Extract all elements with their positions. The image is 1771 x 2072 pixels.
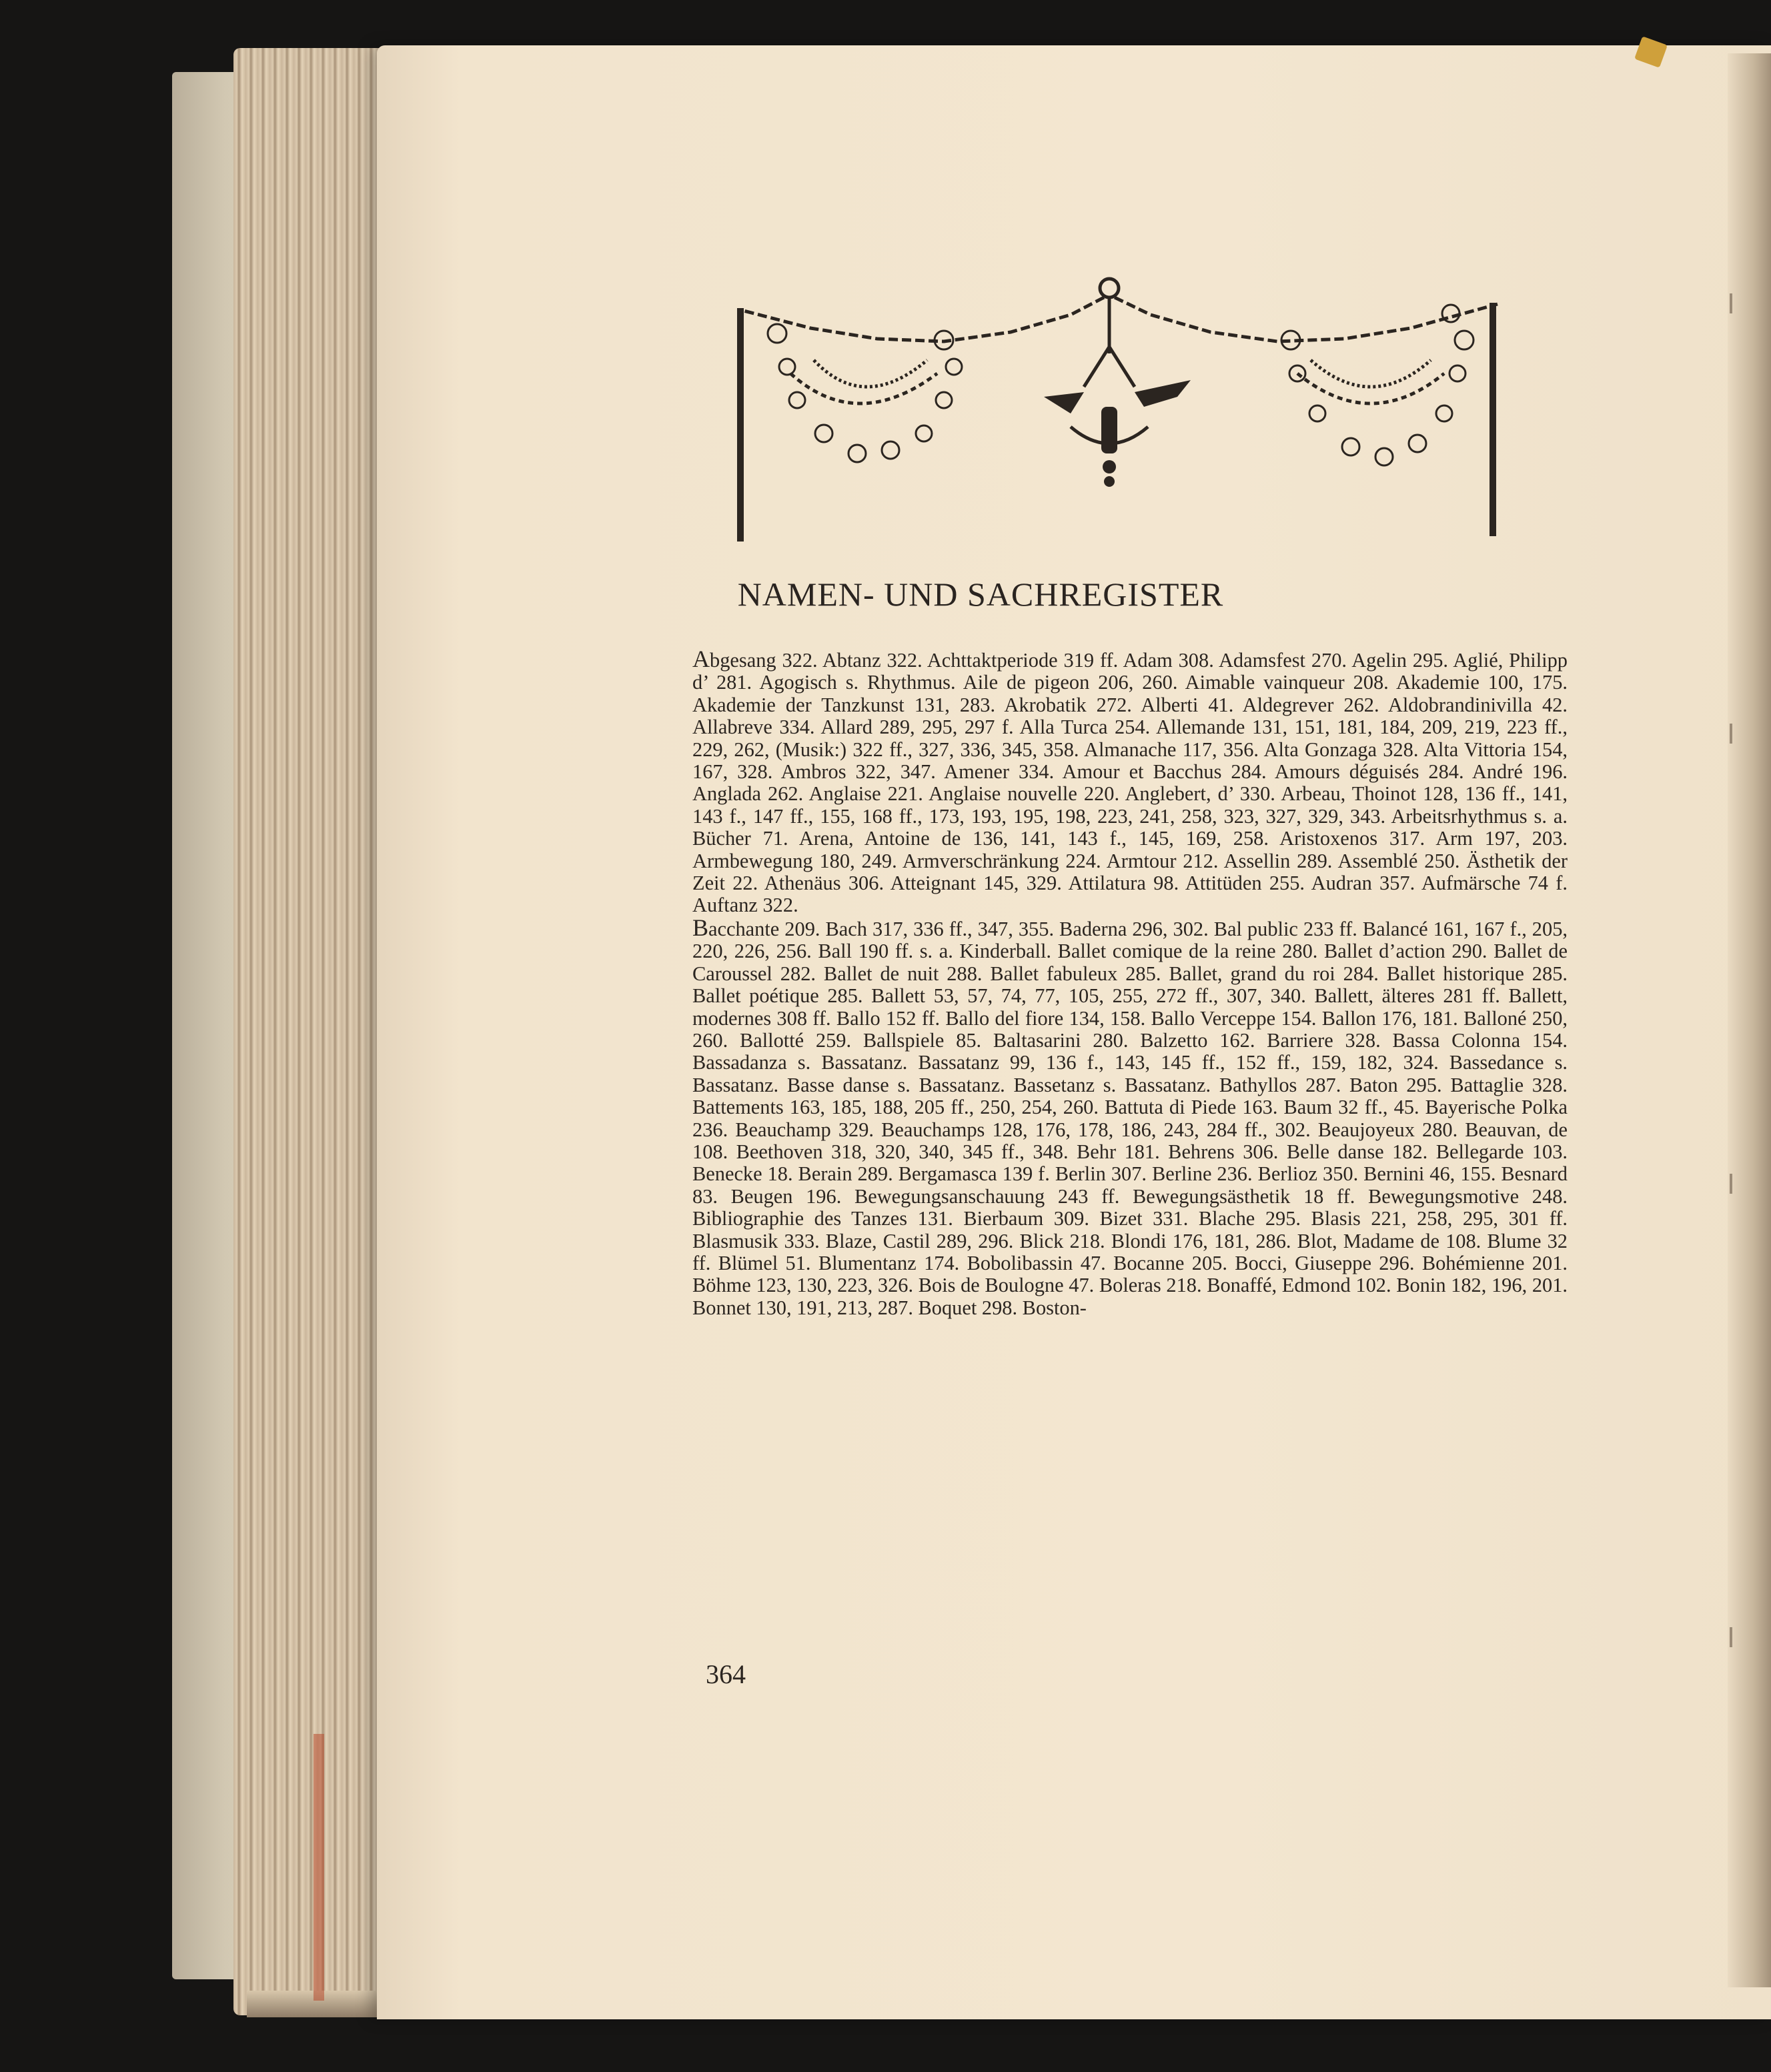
register-text [692, 648, 1568, 1319]
section-b-entries: acchante 209. Bach 317, 336 ff., 347, 355. Baderna 296, 302. Bal public 233 ff. Balancé 161, 167 f., 205, 220, 226, 256. Ball 190 ff. s. a. Kinderball. Ballet comique de la reine 280. Ballet d’action 290. Ballet de Caroussel 282. Ballet de nuit 288. Ballet fabuleux 285. Ballet, grand du roi 284. Ballet historique 285. Ballet poétique 285. Ballett 53, 57, 74, 77, 105, 255, 272 ff., 307, 340. Ballett, älteres 281 ff. Ballett, modernes 308 ff. Ballo 152 ff. Ballo del fiore 134, 158. Ballo Verceppe 154. Ballon 176, 181. Balloné 250, 260. Ballotté 259. Ballspiele 85. Baltasarini 280. Balzetto 162. Barriere 328. Bassa Colonna 154. Bassadanza s. Bassatanz. Bassatanz 99, 136 f., 143, 145 ff., 152 ff., 159, 182, 324. Bassedance s. Bassatanz. Basse danse s. Bassatanz. Bassetanz s. Bassatanz. Bathyllos 287. Baton 295. Battaglie 328. Battements 163, 185, 188, 205 ff., 250, 254, 260. Battuta di Piede 163. Baum 32 ff., 45. Bayerische Polka 236. Beauchamp 329. Beauchamps 128, 176, 178, 186, 243, 284 ff., 302. Beaujoyeux 280. Beauvan, de 108. Beethoven 318, 320, 340, 345 ff., 348. Behr 181. Behrens 306. Belle danse 182. Bellegarde 103. Benecke 18. Berain 289. Bergamasca 139 f. Berlin 307. Berline 236. Berlioz 350. Bernini 46, 155. Besnard 83. Beugen 196. Bewegungsanschauung 243 ff. Bewegungsästhetik 18 ff. Bewegungsmotive 248. Bibliographie des Tanzes 131. Bierbaum 309. Bizet 331. Blache 295. Blasis 221, 258, 295, 301 ff. Blasmusik 333. Blaze, Castil 289, 296. Blick 218. Blondi 176, 181, 286. Blot, Madame de 108. Blume 32 ff. Blümel 51. Blumentanz 174. Bobolibassin 47. Bocanne 205. Bocci, Giuseppe 296. Bohémienne 201. Böhme 123, 130, 223, 326. Bois de Boulogne 47. Boleras 218. Bonaffé, Edmond 102. Bonin 182, 196, 201. Bonnet 130, 191, 213, 287. Boquet 298. Boston- [692, 917, 1568, 1319]
section-initial-a: A [692, 646, 710, 672]
red-page-edge [314, 1734, 324, 2001]
page-title: NAMEN- UND SACHREGISTER [737, 576, 1224, 613]
section-initial-b: B [692, 914, 709, 941]
binding-gutter [1728, 53, 1771, 1987]
binding-stitch [1730, 1627, 1732, 1647]
page-number: 364 [706, 1659, 746, 1689]
index-section-a [692, 648, 1568, 917]
binding-stitch [1730, 293, 1732, 313]
section-a-entries: bgesang 322. Abtanz 322. Achttaktperiode 319 ff. Adam 308. Adamsfest 270. Agelin 295. Aglié, Philipp d’ 281. Agogisch s. Rhythmus. Aile de pigeon 206, 260. Aimable vainqueur 208. Akademie 100, 175. Akademie der Tanzkunst 131, 283. Akrobatik 272. Alberti 41. Aldegrever 262. Aldobrandinivilla 42. Allabreve 334. Allard 289, 295, 297 f. Alla Turca 254. Allemande 131, 151, 181, 184, 209, 219, 223 ff., 229, 262, (Musik:) 322 ff., 327, 336, 345, 358. Almanache 117, 356. Alta Gonzaga 328. Alta Vittoria 154, 167, 328. Ambros 322, 347. Amener 334. Amour et Bacchus 284. Amours déguisés 284. André 196. Anglada 262. Anglaise 221. Anglaise nouvelle 220. Anglebert, d’ 330. Arbeau, Thoinot 128, 136 ff., 141, 143 f., 147 ff., 155, 168 ff., 173, 193, 195, 198, 223, 241, 258, 323, 327, 329, 343. Arbeitsrhythmus s. a. Bücher 71. Arena, Antoine de 136, 141, 143 f., 145, 169, 258. Aristoxenos 317. Arm 197, 203. Armbewegung 180, 249. Armverschränkung 224. Armtour 212. Assellin 289. Assemblé 250. Ästhetik der Zeit 22. Athenäus 306. Atteignant 145, 329. Attilatura 98. Attitüden 255. Audran 357. Aufmärsche 74 f. Auftanz 322. [692, 649, 1568, 917]
index-section-b [692, 914, 1568, 1319]
page-stack-edges [233, 48, 394, 2015]
binding-stitch [1730, 1174, 1732, 1194]
garland-ornament [724, 273, 1518, 544]
binding-stitch [1730, 724, 1732, 744]
